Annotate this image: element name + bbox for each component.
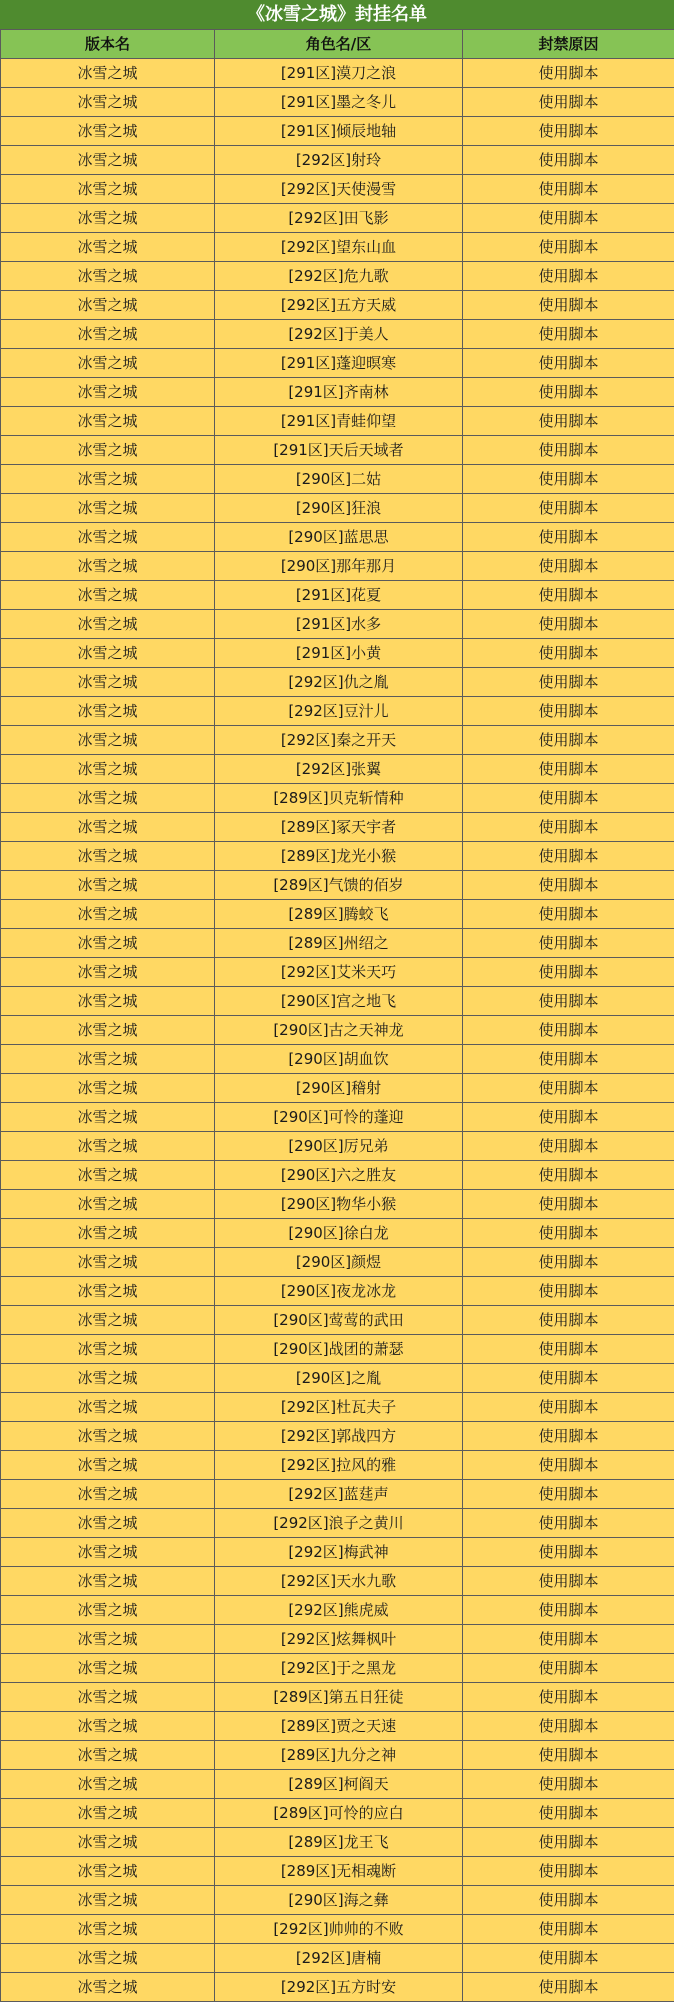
ban-reason-cell: 使用脚本 [463, 1103, 674, 1132]
table-row [1, 639, 674, 668]
ban-reason-cell: 使用脚本 [463, 1683, 674, 1712]
version-name-cell: 冰雪之城 [1, 552, 215, 581]
version-name-cell: 冰雪之城 [1, 929, 215, 958]
ban-reason-cell: 使用脚本 [463, 1451, 674, 1480]
ban-reason-cell: 使用脚本 [463, 146, 674, 175]
ban-reason-cell: 使用脚本 [463, 1190, 674, 1219]
character-zone-cell: [292区]危九歌 [215, 262, 463, 291]
character-zone-cell: [291区]花夏 [215, 581, 463, 610]
ban-reason-cell: 使用脚本 [463, 1248, 674, 1277]
version-name-cell: 冰雪之城 [1, 610, 215, 639]
version-name-cell: 冰雪之城 [1, 1132, 215, 1161]
character-zone-cell: [292区]艾米天巧 [215, 958, 463, 987]
character-zone-cell: [289区]贝克斩情种 [215, 784, 463, 813]
character-zone-cell: [292区]于之黑龙 [215, 1654, 463, 1683]
ban-reason-cell: 使用脚本 [463, 1799, 674, 1828]
ban-reason-cell: 使用脚本 [463, 494, 674, 523]
ban-reason-cell: 使用脚本 [463, 1509, 674, 1538]
table-row [1, 1857, 674, 1886]
ban-reason-cell: 使用脚本 [463, 1567, 674, 1596]
version-name-cell: 冰雪之城 [1, 1480, 215, 1509]
character-zone-cell: [290区]蓝思思 [215, 523, 463, 552]
version-name-cell: 冰雪之城 [1, 813, 215, 842]
character-zone-cell: [289区]冢天宇者 [215, 813, 463, 842]
table-row [1, 1654, 674, 1683]
ban-reason-cell: 使用脚本 [463, 1915, 674, 1944]
version-name-cell: 冰雪之城 [1, 1016, 215, 1045]
table-row [1, 175, 674, 204]
character-zone-cell: [289区]龙光小猴 [215, 842, 463, 871]
table-row [1, 987, 674, 1016]
table-row [1, 1683, 674, 1712]
character-zone-cell: [290区]那年那月 [215, 552, 463, 581]
version-name-cell: 冰雪之城 [1, 465, 215, 494]
table-row [1, 668, 674, 697]
version-name-cell: 冰雪之城 [1, 320, 215, 349]
ban-reason-cell: 使用脚本 [463, 1741, 674, 1770]
ban-reason-cell: 使用脚本 [463, 320, 674, 349]
version-name-cell: 冰雪之城 [1, 494, 215, 523]
table-row [1, 1161, 674, 1190]
ban-reason-cell: 使用脚本 [463, 1886, 674, 1915]
table-row [1, 1219, 674, 1248]
character-zone-cell: [290区]颜煜 [215, 1248, 463, 1277]
character-zone-cell: [292区]仇之胤 [215, 668, 463, 697]
ban-reason-cell: 使用脚本 [463, 1393, 674, 1422]
table-row [1, 755, 674, 784]
table-row [1, 1886, 674, 1915]
version-name-cell: 冰雪之城 [1, 204, 215, 233]
version-name-cell: 冰雪之城 [1, 1364, 215, 1393]
ban-reason-cell: 使用脚本 [463, 407, 674, 436]
ban-reason-cell: 使用脚本 [463, 929, 674, 958]
page-title: 《冰雪之城》封挂名单 [0, 0, 674, 29]
table-row [1, 1045, 674, 1074]
character-zone-cell: [292区]天水九歌 [215, 1567, 463, 1596]
character-zone-cell: [291区]水多 [215, 610, 463, 639]
table-row [1, 494, 674, 523]
version-name-cell: 冰雪之城 [1, 581, 215, 610]
ban-reason-cell: 使用脚本 [463, 1944, 674, 1973]
ban-reason-cell: 使用脚本 [463, 1364, 674, 1393]
character-zone-cell: [290区]胡血饮 [215, 1045, 463, 1074]
version-name-cell: 冰雪之城 [1, 987, 215, 1016]
table-row [1, 610, 674, 639]
table-row [1, 204, 674, 233]
character-zone-cell: [289区]州绍之 [215, 929, 463, 958]
character-zone-cell: [292区]炫舞枫叶 [215, 1625, 463, 1654]
ban-reason-cell: 使用脚本 [463, 349, 674, 378]
ban-reason-cell: 使用脚本 [463, 1045, 674, 1074]
version-name-cell: 冰雪之城 [1, 1857, 215, 1886]
version-name-cell: 冰雪之城 [1, 1045, 215, 1074]
ban-reason-cell: 使用脚本 [463, 88, 674, 117]
ban-reason-cell: 使用脚本 [463, 1016, 674, 1045]
character-zone-cell: [291区]齐南林 [215, 378, 463, 407]
table-row [1, 291, 674, 320]
character-zone-cell: [292区]杜瓦夫子 [215, 1393, 463, 1422]
version-name-cell: 冰雪之城 [1, 1509, 215, 1538]
table-row [1, 581, 674, 610]
table-row [1, 813, 674, 842]
version-name-cell: 冰雪之城 [1, 900, 215, 929]
character-zone-cell: [289区]九分之神 [215, 1741, 463, 1770]
table-row [1, 1248, 674, 1277]
ban-reason-cell: 使用脚本 [463, 958, 674, 987]
ban-reason-cell: 使用脚本 [463, 1857, 674, 1886]
character-zone-cell: [289区]柯阎天 [215, 1770, 463, 1799]
table-row [1, 378, 674, 407]
character-zone-cell: [292区]于美人 [215, 320, 463, 349]
version-name-cell: 冰雪之城 [1, 407, 215, 436]
character-zone-cell: [292区]郭战四方 [215, 1422, 463, 1451]
table-body [1, 59, 674, 2002]
version-name-cell: 冰雪之城 [1, 1625, 215, 1654]
character-zone-cell: [292区]浪子之黄川 [215, 1509, 463, 1538]
character-zone-cell: [291区]倾辰地轴 [215, 117, 463, 146]
version-name-cell: 冰雪之城 [1, 117, 215, 146]
header-character-zone: 角色名/区 [215, 30, 463, 59]
character-zone-cell: [292区]唐楠 [215, 1944, 463, 1973]
version-name-cell: 冰雪之城 [1, 842, 215, 871]
ban-reason-cell: 使用脚本 [463, 784, 674, 813]
version-name-cell: 冰雪之城 [1, 1277, 215, 1306]
table-row [1, 958, 674, 987]
table-row [1, 552, 674, 581]
table-row [1, 146, 674, 175]
character-zone-cell: [290区]古之天神龙 [215, 1016, 463, 1045]
character-zone-cell: [290区]六之胜友 [215, 1161, 463, 1190]
ban-reason-cell: 使用脚本 [463, 1219, 674, 1248]
ban-reason-cell: 使用脚本 [463, 842, 674, 871]
ban-reason-cell: 使用脚本 [463, 1306, 674, 1335]
character-zone-cell: [290区]宫之地飞 [215, 987, 463, 1016]
ban-reason-cell: 使用脚本 [463, 1712, 674, 1741]
ban-reason-cell: 使用脚本 [463, 1596, 674, 1625]
version-name-cell: 冰雪之城 [1, 726, 215, 755]
table-row [1, 88, 674, 117]
table-header [1, 30, 674, 59]
table-row [1, 1770, 674, 1799]
ban-reason-cell: 使用脚本 [463, 291, 674, 320]
table-row [1, 1741, 674, 1770]
table-row [1, 1277, 674, 1306]
ban-reason-cell: 使用脚本 [463, 1538, 674, 1567]
character-zone-cell: [289区]可怜的应白 [215, 1799, 463, 1828]
character-zone-cell: [292区]秦之开天 [215, 726, 463, 755]
table-row [1, 1973, 674, 2002]
table-row [1, 784, 674, 813]
ban-reason-cell: 使用脚本 [463, 117, 674, 146]
character-zone-cell: [290区]之胤 [215, 1364, 463, 1393]
character-zone-cell: [289区]第五日狂徒 [215, 1683, 463, 1712]
ban-reason-cell: 使用脚本 [463, 1277, 674, 1306]
version-name-cell: 冰雪之城 [1, 1741, 215, 1770]
character-zone-cell: [292区]蓝莛声 [215, 1480, 463, 1509]
version-name-cell: 冰雪之城 [1, 1306, 215, 1335]
version-name-cell: 冰雪之城 [1, 1335, 215, 1364]
character-zone-cell: [292区]望东山血 [215, 233, 463, 262]
table-row [1, 1944, 674, 1973]
character-zone-cell: [292区]帅帅的不败 [215, 1915, 463, 1944]
ban-reason-cell: 使用脚本 [463, 233, 674, 262]
header-version-name: 版本名 [1, 30, 215, 59]
table-row [1, 726, 674, 755]
ban-reason-cell: 使用脚本 [463, 1625, 674, 1654]
table-row [1, 349, 674, 378]
ban-reason-cell: 使用脚本 [463, 1074, 674, 1103]
ban-reason-cell: 使用脚本 [463, 1422, 674, 1451]
character-zone-cell: [289区]龙王飞 [215, 1828, 463, 1857]
version-name-cell: 冰雪之城 [1, 1799, 215, 1828]
table-row [1, 842, 674, 871]
version-name-cell: 冰雪之城 [1, 523, 215, 552]
ban-reason-cell: 使用脚本 [463, 262, 674, 291]
version-name-cell: 冰雪之城 [1, 262, 215, 291]
character-zone-cell: [290区]夜龙冰龙 [215, 1277, 463, 1306]
ban-reason-cell: 使用脚本 [463, 610, 674, 639]
version-name-cell: 冰雪之城 [1, 1973, 215, 2002]
version-name-cell: 冰雪之城 [1, 1596, 215, 1625]
ban-reason-cell: 使用脚本 [463, 755, 674, 784]
version-name-cell: 冰雪之城 [1, 378, 215, 407]
ban-reason-cell: 使用脚本 [463, 1132, 674, 1161]
table-row [1, 900, 674, 929]
header-ban-reason: 封禁原因 [463, 30, 674, 59]
ban-reason-cell: 使用脚本 [463, 378, 674, 407]
version-name-cell: 冰雪之城 [1, 697, 215, 726]
version-name-cell: 冰雪之城 [1, 1567, 215, 1596]
version-name-cell: 冰雪之城 [1, 1944, 215, 1973]
version-name-cell: 冰雪之城 [1, 1161, 215, 1190]
table-row [1, 1480, 674, 1509]
table-row [1, 1915, 674, 1944]
table-row [1, 1016, 674, 1045]
character-zone-cell: [290区]战团的萧瑟 [215, 1335, 463, 1364]
ban-reason-cell: 使用脚本 [463, 1161, 674, 1190]
ban-reason-cell: 使用脚本 [463, 436, 674, 465]
character-zone-cell: [291区]小黄 [215, 639, 463, 668]
version-name-cell: 冰雪之城 [1, 175, 215, 204]
character-zone-cell: [291区]墨之冬儿 [215, 88, 463, 117]
table-row [1, 407, 674, 436]
character-zone-cell: [290区]二姑 [215, 465, 463, 494]
ban-reason-cell: 使用脚本 [463, 871, 674, 900]
table-row [1, 697, 674, 726]
table-row [1, 465, 674, 494]
version-name-cell: 冰雪之城 [1, 233, 215, 262]
version-name-cell: 冰雪之城 [1, 1538, 215, 1567]
character-zone-cell: [290区]稽射 [215, 1074, 463, 1103]
ban-reason-cell: 使用脚本 [463, 1770, 674, 1799]
version-name-cell: 冰雪之城 [1, 1712, 215, 1741]
character-zone-cell: [292区]张翼 [215, 755, 463, 784]
ban-reason-cell: 使用脚本 [463, 175, 674, 204]
character-zone-cell: [289区]贾之天速 [215, 1712, 463, 1741]
character-zone-cell: [291区]青蛙仰望 [215, 407, 463, 436]
version-name-cell: 冰雪之城 [1, 291, 215, 320]
ban-reason-cell: 使用脚本 [463, 552, 674, 581]
character-zone-cell: [292区]射玲 [215, 146, 463, 175]
version-name-cell: 冰雪之城 [1, 668, 215, 697]
ban-reason-cell: 使用脚本 [463, 726, 674, 755]
ban-reason-cell: 使用脚本 [463, 668, 674, 697]
version-name-cell: 冰雪之城 [1, 146, 215, 175]
character-zone-cell: [290区]厉兄弟 [215, 1132, 463, 1161]
table-row [1, 1364, 674, 1393]
version-name-cell: 冰雪之城 [1, 1828, 215, 1857]
table-row [1, 1103, 674, 1132]
version-name-cell: 冰雪之城 [1, 1103, 215, 1132]
table-row [1, 436, 674, 465]
table-row [1, 117, 674, 146]
table-row [1, 929, 674, 958]
version-name-cell: 冰雪之城 [1, 1451, 215, 1480]
ban-reason-cell: 使用脚本 [463, 1480, 674, 1509]
table-row [1, 1509, 674, 1538]
character-zone-cell: [290区]海之彝 [215, 1886, 463, 1915]
version-name-cell: 冰雪之城 [1, 1219, 215, 1248]
ban-reason-cell: 使用脚本 [463, 581, 674, 610]
version-name-cell: 冰雪之城 [1, 1770, 215, 1799]
version-name-cell: 冰雪之城 [1, 1190, 215, 1219]
version-name-cell: 冰雪之城 [1, 59, 215, 88]
ban-reason-cell: 使用脚本 [463, 813, 674, 842]
character-zone-cell: [291区]天后天域者 [215, 436, 463, 465]
ban-reason-cell: 使用脚本 [463, 987, 674, 1016]
ban-reason-cell: 使用脚本 [463, 1973, 674, 2002]
ban-reason-cell: 使用脚本 [463, 1335, 674, 1364]
character-zone-cell: [289区]无相魂断 [215, 1857, 463, 1886]
character-zone-cell: [291区]蓬迎暝寒 [215, 349, 463, 378]
version-name-cell: 冰雪之城 [1, 1422, 215, 1451]
version-name-cell: 冰雪之城 [1, 349, 215, 378]
ban-reason-cell: 使用脚本 [463, 1828, 674, 1857]
table-row [1, 1625, 674, 1654]
table-row [1, 1132, 674, 1161]
table-row [1, 1538, 674, 1567]
table-row [1, 1074, 674, 1103]
ban-reason-cell: 使用脚本 [463, 465, 674, 494]
character-zone-cell: [289区]气馈的佰岁 [215, 871, 463, 900]
version-name-cell: 冰雪之城 [1, 88, 215, 117]
character-zone-cell: [292区]梅武神 [215, 1538, 463, 1567]
table-row [1, 523, 674, 552]
ban-reason-cell: 使用脚本 [463, 697, 674, 726]
version-name-cell: 冰雪之城 [1, 784, 215, 813]
version-name-cell: 冰雪之城 [1, 1683, 215, 1712]
character-zone-cell: [292区]拉风的雅 [215, 1451, 463, 1480]
character-zone-cell: [292区]五方时安 [215, 1973, 463, 2002]
header-row [1, 30, 674, 59]
character-zone-cell: [290区]可怜的蓬迎 [215, 1103, 463, 1132]
table-row [1, 1567, 674, 1596]
character-zone-cell: [292区]五方天威 [215, 291, 463, 320]
table-row [1, 1596, 674, 1625]
character-zone-cell: [290区]徐白龙 [215, 1219, 463, 1248]
table-row [1, 1828, 674, 1857]
character-zone-cell: [290区]狂浪 [215, 494, 463, 523]
ban-reason-cell: 使用脚本 [463, 523, 674, 552]
character-zone-cell: [292区]熊虎威 [215, 1596, 463, 1625]
version-name-cell: 冰雪之城 [1, 958, 215, 987]
character-zone-cell: [292区]天使漫雪 [215, 175, 463, 204]
character-zone-cell: [290区]物华小猴 [215, 1190, 463, 1219]
ban-reason-cell: 使用脚本 [463, 1654, 674, 1683]
character-zone-cell: [290区]莺莺的武田 [215, 1306, 463, 1335]
table-row [1, 1799, 674, 1828]
character-zone-cell: [292区]豆汁儿 [215, 697, 463, 726]
version-name-cell: 冰雪之城 [1, 1654, 215, 1683]
table-row [1, 871, 674, 900]
table-row [1, 59, 674, 88]
table-row [1, 1306, 674, 1335]
version-name-cell: 冰雪之城 [1, 1074, 215, 1103]
table-row [1, 1712, 674, 1741]
character-zone-cell: [291区]漠刀之浪 [215, 59, 463, 88]
table-row [1, 233, 674, 262]
version-name-cell: 冰雪之城 [1, 871, 215, 900]
table-row [1, 1190, 674, 1219]
table-row [1, 262, 674, 291]
version-name-cell: 冰雪之城 [1, 1248, 215, 1277]
version-name-cell: 冰雪之城 [1, 1915, 215, 1944]
table-row [1, 1393, 674, 1422]
table-row [1, 320, 674, 349]
character-zone-cell: [289区]腾蛟飞 [215, 900, 463, 929]
table-row [1, 1422, 674, 1451]
ban-reason-cell: 使用脚本 [463, 900, 674, 929]
ban-reason-cell: 使用脚本 [463, 204, 674, 233]
version-name-cell: 冰雪之城 [1, 639, 215, 668]
ban-list-table [0, 29, 674, 2002]
version-name-cell: 冰雪之城 [1, 1393, 215, 1422]
ban-reason-cell: 使用脚本 [463, 639, 674, 668]
table-row [1, 1335, 674, 1364]
version-name-cell: 冰雪之城 [1, 436, 215, 465]
version-name-cell: 冰雪之城 [1, 755, 215, 784]
ban-reason-cell: 使用脚本 [463, 59, 674, 88]
table-row [1, 1451, 674, 1480]
character-zone-cell: [292区]田飞影 [215, 204, 463, 233]
version-name-cell: 冰雪之城 [1, 1886, 215, 1915]
